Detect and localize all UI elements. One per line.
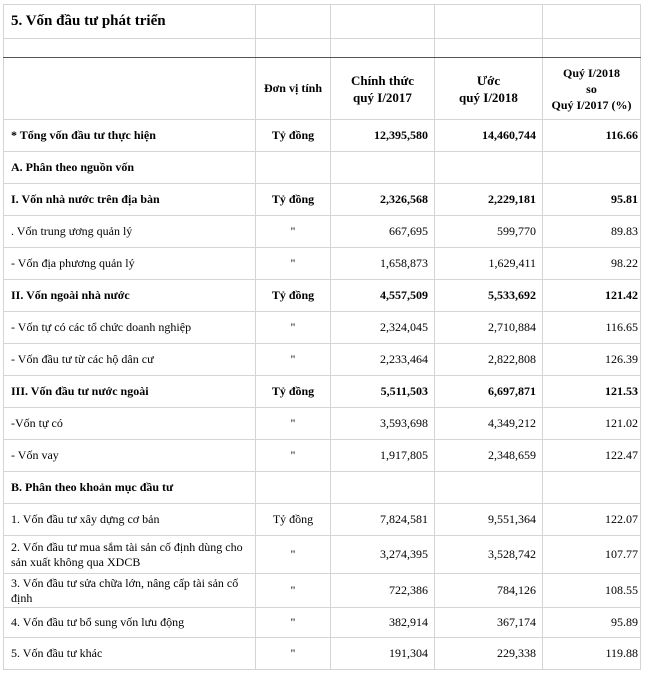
row-estimate: 2,348,659 — [435, 440, 543, 472]
row-official: 2,324,045 — [331, 312, 435, 344]
row-label: 2. Vốn đầu tư mua sắm tài sản cố định dùng cho sản xuất không qua XDCB — [4, 536, 256, 574]
row-pct: 119.88 — [543, 638, 641, 670]
row-label: - Vốn đầu tư từ các hộ dân cư — [4, 344, 256, 376]
row-unit: Tỷ đồng — [256, 184, 331, 216]
row-estimate: 229,338 — [435, 638, 543, 670]
row-estimate — [435, 152, 543, 184]
table-row — [4, 152, 641, 184]
row-unit — [256, 152, 331, 184]
row-estimate: 4,349,212 — [435, 408, 543, 440]
row-unit: " — [256, 344, 331, 376]
table-row — [4, 608, 641, 638]
row-pct: 121.42 — [543, 280, 641, 312]
row-label: - Vốn địa phương quản lý — [4, 248, 256, 280]
header-official-line2: quý I/2017 — [353, 89, 412, 105]
row-official: 722,386 — [331, 574, 435, 608]
row-official: 1,658,873 — [331, 248, 435, 280]
row-label: -Vốn tự có — [4, 408, 256, 440]
row-label: 5. Vốn đầu tư khác — [4, 638, 256, 670]
header-estimate-line1: Ước — [476, 72, 501, 88]
spacer-row — [4, 39, 641, 58]
row-label: . Vốn trung ương quản lý — [4, 216, 256, 248]
row-label: I. Vốn nhà nước trên địa bàn — [4, 184, 256, 216]
row-pct: 121.02 — [543, 408, 641, 440]
row-unit: " — [256, 536, 331, 574]
table-row — [4, 184, 641, 216]
header-estimate-line2: quý I/2018 — [459, 89, 518, 105]
row-estimate: 1,629,411 — [435, 248, 543, 280]
investment-table — [3, 4, 641, 670]
row-estimate: 14,460,744 — [435, 120, 543, 152]
row-official: 191,304 — [331, 638, 435, 670]
row-pct: 107.77 — [543, 536, 641, 574]
row-pct: 116.65 — [543, 312, 641, 344]
row-official: 12,395,580 — [331, 120, 435, 152]
row-official: 667,695 — [331, 216, 435, 248]
row-pct — [543, 152, 641, 184]
row-unit: " — [256, 408, 331, 440]
row-pct: 122.47 — [543, 440, 641, 472]
header-unit: Đơn vị tính — [256, 58, 331, 120]
row-label: 3. Vốn đầu tư sửa chữa lớn, nâng cấp tài sản cố định — [4, 574, 256, 608]
header-compare-line3: Quý I/2017 (%) — [551, 97, 632, 112]
header-compare-line2: so — [586, 81, 597, 96]
row-estimate: 3,528,742 — [435, 536, 543, 574]
row-pct: 126.39 — [543, 344, 641, 376]
row-estimate — [435, 472, 543, 504]
table-row — [4, 376, 641, 408]
row-estimate: 2,229,181 — [435, 184, 543, 216]
header-estimate — [435, 58, 543, 120]
row-unit: Tỷ đồng — [256, 504, 331, 536]
row-estimate: 599,770 — [435, 216, 543, 248]
row-label: A. Phân theo nguồn vốn — [4, 152, 256, 184]
header-official-line1: Chính thức — [350, 72, 415, 88]
table-row — [4, 574, 641, 608]
row-label: 1. Vốn đầu tư xây dựng cơ bản — [4, 504, 256, 536]
row-unit: " — [256, 638, 331, 670]
table-row — [4, 280, 641, 312]
row-estimate: 6,697,871 — [435, 376, 543, 408]
row-pct: 121.53 — [543, 376, 641, 408]
row-unit: " — [256, 216, 331, 248]
row-unit — [256, 472, 331, 504]
row-label: 4. Vốn đầu tư bổ sung vốn lưu động — [4, 608, 256, 638]
row-label: * Tổng vốn đầu tư thực hiện — [4, 120, 256, 152]
table-row — [4, 248, 641, 280]
table-row — [4, 120, 641, 152]
row-estimate: 784,126 — [435, 574, 543, 608]
row-label: II. Vốn ngoài nhà nước — [4, 280, 256, 312]
row-pct: 95.81 — [543, 184, 641, 216]
row-estimate: 5,533,692 — [435, 280, 543, 312]
row-official: 3,274,395 — [331, 536, 435, 574]
table-row — [4, 216, 641, 248]
row-pct — [543, 472, 641, 504]
header-label-blank — [4, 58, 256, 120]
row-pct: 122.07 — [543, 504, 641, 536]
table-row — [4, 344, 641, 376]
header-compare-line1: Quý I/2018 — [562, 65, 620, 80]
row-official: 2,233,464 — [331, 344, 435, 376]
header-compare — [543, 58, 641, 120]
table-row — [4, 408, 641, 440]
table-row — [4, 638, 641, 670]
row-label: III. Vốn đầu tư nước ngoài — [4, 376, 256, 408]
row-estimate: 367,174 — [435, 608, 543, 638]
row-label: - Vốn tự có các tổ chức doanh nghiệp — [4, 312, 256, 344]
row-label: - Vốn vay — [4, 440, 256, 472]
row-label: B. Phân theo khoản mục đầu tư — [4, 472, 256, 504]
row-unit: " — [256, 574, 331, 608]
row-pct: 95.89 — [543, 608, 641, 638]
row-estimate: 9,551,364 — [435, 504, 543, 536]
row-official: 382,914 — [331, 608, 435, 638]
row-pct: 108.55 — [543, 574, 641, 608]
row-official: 4,557,509 — [331, 280, 435, 312]
row-pct: 89.83 — [543, 216, 641, 248]
table-row — [4, 472, 641, 504]
row-official: 3,593,698 — [331, 408, 435, 440]
row-pct: 98.22 — [543, 248, 641, 280]
row-estimate: 2,710,884 — [435, 312, 543, 344]
row-estimate: 2,822,808 — [435, 344, 543, 376]
row-pct: 116.66 — [543, 120, 641, 152]
row-official: 5,511,503 — [331, 376, 435, 408]
header-row — [4, 58, 641, 120]
row-unit: Tỷ đồng — [256, 280, 331, 312]
row-unit: " — [256, 312, 331, 344]
header-official — [331, 58, 435, 120]
row-unit: " — [256, 608, 331, 638]
table-title: 5. Vốn đầu tư phát triển — [4, 5, 256, 39]
row-official — [331, 472, 435, 504]
row-official — [331, 152, 435, 184]
table-row — [4, 504, 641, 536]
row-official: 1,917,805 — [331, 440, 435, 472]
row-unit: Tỷ đồng — [256, 120, 331, 152]
row-unit: " — [256, 248, 331, 280]
table-row — [4, 536, 641, 574]
title-row — [4, 5, 641, 39]
row-unit: " — [256, 440, 331, 472]
row-official: 7,824,581 — [331, 504, 435, 536]
row-official: 2,326,568 — [331, 184, 435, 216]
table-row — [4, 440, 641, 472]
row-unit: Tỷ đồng — [256, 376, 331, 408]
table-row — [4, 312, 641, 344]
